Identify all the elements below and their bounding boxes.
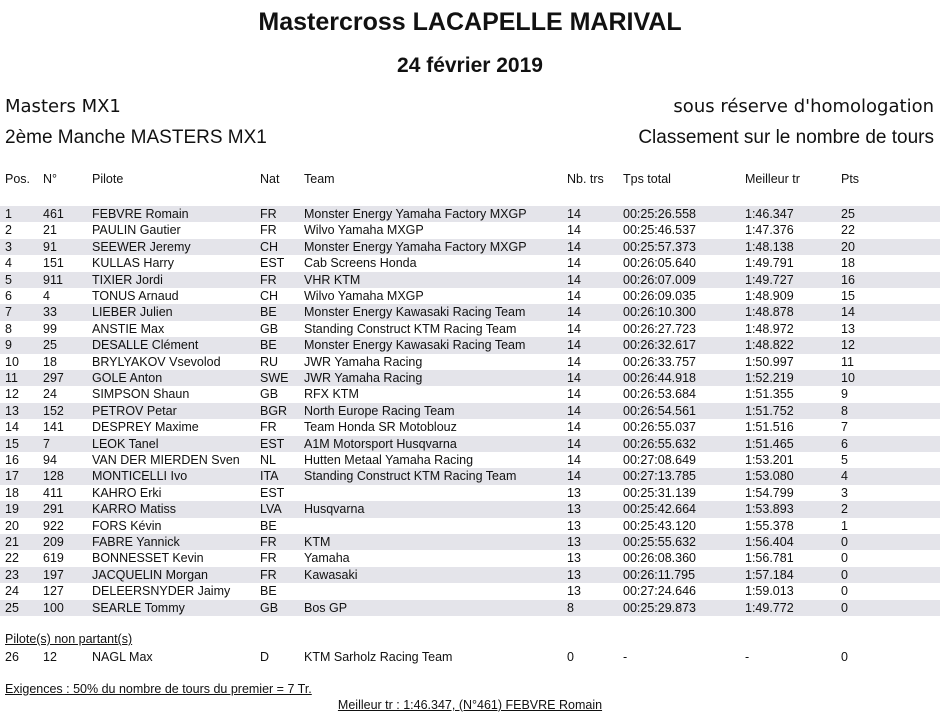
cell-nat: BE: [260, 518, 277, 533]
cell-pos: 17: [5, 469, 19, 484]
cell-points: 18: [841, 256, 855, 271]
cell-team: JWR Yamaha Racing: [304, 371, 423, 385]
table-row: [0, 649, 940, 665]
cell-pilote: PETROV Petar: [92, 403, 177, 418]
cell-nat: FR: [260, 535, 277, 549]
cell-points: 0: [841, 584, 848, 599]
cell-nat: D: [260, 650, 270, 664]
cell-number: 619: [43, 551, 64, 566]
cell-laps: 14: [567, 469, 581, 484]
cell-nat: GB: [260, 600, 279, 615]
cell-nat: FR: [260, 272, 277, 287]
cell-points: 6: [841, 436, 848, 451]
cell-pos: 20: [5, 518, 19, 533]
cell-laps: 14: [567, 223, 581, 238]
cell-team: Standing Construct KTM Racing Team: [304, 321, 517, 336]
cell-pos: 1: [5, 207, 12, 221]
cell-pilote: MONTICELLI Ivo: [92, 469, 188, 484]
cell-pilote: DELEERSNYDER Jaimy: [92, 584, 231, 599]
cell-team: A1M Motorsport Husqvarna: [304, 436, 457, 451]
cell-pos: 6: [5, 289, 12, 303]
cell-number: 152: [43, 403, 64, 418]
cell-laps: 14: [567, 354, 581, 369]
cell-total-time: 00:27:13.785: [623, 469, 696, 484]
cell-nat: FR: [260, 420, 277, 435]
cell-nat: CH: [260, 289, 279, 303]
cell-best-lap: 1:50.997: [745, 354, 794, 369]
table-row: [0, 288, 940, 304]
cell-total-time: 00:26:55.632: [623, 436, 696, 451]
cell-pilote: SEARLE Tommy: [92, 600, 185, 615]
cell-laps: 13: [567, 584, 581, 599]
cell-total-time: 00:25:31.139: [623, 485, 696, 500]
cell-total-time: 00:25:55.632: [623, 535, 696, 549]
col-total-time: Tps total: [623, 172, 671, 186]
cell-points: 0: [841, 551, 848, 566]
cell-laps: 14: [567, 453, 581, 467]
cell-laps: 14: [567, 321, 581, 336]
cell-best-lap: 1:56.404: [745, 535, 794, 549]
cell-points: 12: [841, 338, 855, 353]
cell-points: 25: [841, 207, 855, 221]
cell-laps: 14: [567, 272, 581, 287]
table-row: [0, 501, 940, 517]
cell-points: 22: [841, 223, 855, 238]
cell-laps: 13: [567, 551, 581, 566]
cell-pilote: SEEWER Jeremy: [92, 239, 191, 254]
cell-best-lap: 1:53.080: [745, 469, 794, 484]
cell-total-time: 00:26:10.300: [623, 305, 696, 320]
cell-team: Wilvo Yamaha MXGP: [304, 223, 424, 238]
cell-total-time: 00:26:08.360: [623, 551, 696, 566]
cell-best-lap: 1:59.013: [745, 584, 794, 599]
cell-best-lap: 1:49.772: [745, 600, 794, 615]
cell-best-lap: 1:47.376: [745, 223, 794, 238]
cell-team: JWR Yamaha Racing: [304, 354, 423, 369]
cell-laps: 14: [567, 371, 581, 385]
cell-total-time: 00:26:05.640: [623, 256, 696, 271]
cell-laps: 8: [567, 600, 574, 615]
cell-team: VHR KTM: [304, 272, 361, 287]
cell-number: 911: [43, 272, 63, 287]
table-row: [0, 239, 940, 255]
col-nat: Nat: [260, 172, 280, 186]
cell-nat: BE: [260, 584, 277, 599]
table-row: [0, 403, 940, 419]
cell-points: 1: [841, 518, 848, 533]
col-team: Team: [304, 172, 335, 186]
cell-nat: SWE: [260, 371, 289, 385]
cell-number: 291: [43, 502, 64, 517]
cell-pilote: FORS Kévin: [92, 518, 162, 533]
col-best-lap: Meilleur tr: [745, 172, 800, 186]
cell-pos: 11: [5, 371, 18, 385]
cell-pos: 26: [5, 650, 19, 664]
cell-points: 16: [841, 272, 855, 287]
cell-total-time: 00:25:42.664: [623, 502, 696, 517]
cell-number: 91: [43, 239, 57, 254]
event-title: Mastercross LACAPELLE MARIVAL: [258, 8, 682, 36]
cell-pilote: LEOK Tanel: [92, 436, 159, 451]
cell-pilote: TIXIER Jordi: [92, 272, 163, 287]
cell-laps: 0: [567, 650, 574, 664]
cell-number: 461: [43, 207, 64, 221]
cell-laps: 14: [567, 207, 581, 221]
category-label: Masters MX1: [5, 96, 121, 117]
cell-points: 9: [841, 387, 848, 402]
col-laps: Nb. trs: [567, 172, 604, 186]
cell-points: 0: [841, 650, 848, 664]
cell-pilote: NAGL Max: [92, 650, 153, 664]
cell-pilote: FABRE Yannick: [92, 535, 180, 549]
cell-points: 14: [841, 305, 855, 320]
cell-points: 8: [841, 403, 848, 418]
cell-best-lap: 1:51.465: [745, 436, 794, 451]
cell-number: 127: [43, 584, 64, 599]
cell-nat: FR: [260, 567, 277, 582]
cell-total-time: -: [623, 650, 628, 664]
cell-team: Monster Energy Yamaha Factory MXGP: [304, 239, 527, 254]
cell-best-lap: 1:51.752: [745, 403, 794, 418]
cell-points: 0: [841, 600, 848, 615]
cell-total-time: 00:27:08.649: [623, 453, 696, 467]
cell-pilote: SIMPSON Shaun: [92, 387, 190, 402]
table-row: [0, 304, 940, 320]
cell-team: North Europe Racing Team: [304, 403, 455, 418]
cell-points: 5: [841, 453, 848, 467]
cell-pos: 24: [5, 584, 19, 599]
cell-number: 922: [43, 518, 64, 533]
cell-number: 100: [43, 600, 64, 615]
cell-nat: BE: [260, 305, 277, 320]
cell-pos: 7: [5, 305, 12, 320]
cell-pos: 8: [5, 321, 12, 336]
cell-nat: FR: [260, 223, 277, 238]
cell-total-time: 00:25:26.558: [623, 207, 696, 221]
table-row: [0, 386, 940, 402]
col-number: N°: [43, 172, 58, 186]
table-row: [0, 337, 940, 353]
col-pilote: Pilote: [92, 172, 124, 186]
cell-team: Hutten Metaal Yamaha Racing: [304, 453, 474, 467]
cell-number: 33: [43, 305, 57, 320]
table-row: [0, 370, 940, 386]
cell-points: 3: [841, 485, 848, 500]
cell-pilote: DESALLE Clément: [92, 338, 199, 353]
cell-best-lap: 1:49.791: [745, 256, 794, 271]
cell-team: KTM: [304, 535, 331, 549]
cell-team: Monster Energy Kawasaki Racing Team: [304, 338, 526, 353]
table-row: [0, 583, 940, 599]
cell-laps: 14: [567, 338, 581, 353]
table-row: [0, 567, 940, 583]
cell-best-lap: 1:56.781: [745, 551, 794, 566]
table-header: [0, 172, 940, 190]
cell-pilote: JACQUELIN Morgan: [92, 567, 209, 582]
cell-total-time: 00:26:11.795: [623, 567, 696, 582]
cell-pos: 15: [5, 436, 19, 451]
table-row: [0, 485, 940, 501]
cell-pos: 10: [5, 354, 19, 369]
cell-nat: CH: [260, 239, 279, 254]
cell-pilote: PAULIN Gautier: [92, 223, 181, 238]
table-row: [0, 321, 940, 337]
cell-nat: BE: [260, 338, 277, 353]
cell-nat: ITA: [260, 469, 279, 484]
cell-pilote: LIEBER Julien: [92, 305, 173, 320]
homologation-note: sous réserve d'homologation: [673, 96, 934, 117]
cell-best-lap: 1:46.347: [745, 207, 794, 221]
cell-nat: EST: [260, 485, 285, 500]
cell-pos: 13: [5, 403, 19, 418]
cell-pos: 9: [5, 338, 12, 353]
cell-pilote: TONUS Arnaud: [92, 289, 179, 303]
cell-number: 94: [43, 453, 57, 467]
cell-points: 2: [841, 502, 848, 517]
cell-best-lap: 1:51.516: [745, 420, 794, 435]
cell-team: Husqvarna: [304, 502, 365, 517]
cell-pos: 4: [5, 256, 12, 271]
cell-pos: 23: [5, 567, 19, 582]
cell-points: 13: [841, 321, 855, 336]
table-row: [0, 600, 940, 616]
cell-pos: 16: [5, 453, 19, 467]
cell-pos: 21: [5, 535, 19, 549]
cell-total-time: 00:26:53.684: [623, 387, 696, 402]
cell-pos: 18: [5, 485, 19, 500]
cell-pilote: BONNESSET Kevin: [92, 551, 204, 566]
cell-total-time: 00:25:29.873: [623, 600, 696, 615]
cell-laps: 13: [567, 567, 581, 582]
cell-number: 24: [43, 387, 57, 402]
cell-number: 25: [43, 338, 57, 353]
table-row: [0, 452, 940, 468]
cell-nat: EST: [260, 256, 285, 271]
cell-number: 151: [43, 256, 64, 271]
cell-laps: 14: [567, 256, 581, 271]
cell-nat: LVA: [260, 502, 282, 517]
cell-number: 18: [43, 354, 57, 369]
cell-nat: FR: [260, 207, 277, 221]
table-row: [0, 436, 940, 452]
cell-number: 411: [43, 485, 63, 500]
cell-points: 11: [841, 354, 854, 369]
cell-nat: GB: [260, 387, 279, 402]
cell-team: Monster Energy Kawasaki Racing Team: [304, 305, 526, 320]
cell-pos: 3: [5, 239, 12, 254]
table-row: [0, 419, 940, 435]
table-row: [0, 206, 940, 222]
race-name: 2ème Manche MASTERS MX1: [5, 127, 267, 148]
cell-laps: 14: [567, 305, 581, 320]
cell-points: 7: [841, 420, 848, 435]
cell-team: KTM Sarholz Racing Team: [304, 650, 453, 664]
cell-number: 21: [43, 223, 57, 238]
cell-best-lap: 1:48.972: [745, 321, 794, 336]
cell-team: Yamaha: [304, 551, 350, 566]
cell-total-time: 00:26:32.617: [623, 338, 696, 353]
cell-total-time: 00:26:55.037: [623, 420, 696, 435]
cell-pos: 14: [5, 420, 19, 435]
cell-points: 15: [841, 289, 855, 303]
cell-nat: GB: [260, 321, 279, 336]
cell-laps: 14: [567, 436, 581, 451]
dns-label: Pilote(s) non partant(s): [5, 632, 133, 646]
cell-best-lap: -: [745, 650, 750, 664]
table-row: [0, 534, 940, 550]
table-row: [0, 255, 940, 271]
cell-laps: 14: [567, 387, 581, 402]
cell-nat: EST: [260, 436, 285, 451]
cell-number: 209: [43, 535, 64, 549]
cell-team: RFX KTM: [304, 387, 359, 402]
cell-pilote: KULLAS Harry: [92, 256, 174, 271]
cell-best-lap: 1:51.355: [745, 387, 794, 402]
cell-total-time: 00:26:54.561: [623, 403, 696, 418]
cell-number: 197: [43, 567, 64, 582]
cell-best-lap: 1:48.909: [745, 289, 794, 303]
cell-points: 0: [841, 567, 848, 582]
cell-best-lap: 1:52.219: [745, 371, 794, 385]
cell-laps: 14: [567, 403, 581, 418]
cell-total-time: 00:26:27.723: [623, 321, 696, 336]
table-row: [0, 468, 940, 484]
cell-best-lap: 1:57.184: [745, 567, 794, 582]
cell-number: 297: [43, 371, 64, 385]
cell-best-lap: 1:48.822: [745, 338, 794, 353]
cell-best-lap: 1:53.893: [745, 502, 794, 517]
cell-best-lap: 1:54.799: [745, 485, 794, 500]
cell-pilote: ANSTIE Max: [92, 321, 165, 336]
table-row: [0, 272, 940, 288]
table-row: [0, 550, 940, 566]
cell-team: Cab Screens Honda: [304, 256, 417, 271]
cell-total-time: 00:26:33.757: [623, 354, 696, 369]
cell-laps: 13: [567, 518, 581, 533]
cell-pos: 12: [5, 387, 19, 402]
cell-pilote: FEBVRE Romain: [92, 207, 189, 221]
cell-number: 4: [43, 289, 50, 303]
cell-total-time: 00:26:07.009: [623, 272, 696, 287]
cell-nat: BGR: [260, 403, 288, 418]
cell-number: 99: [43, 321, 57, 336]
cell-pilote: KAHRO Erki: [92, 485, 162, 500]
cell-number: 141: [43, 420, 64, 435]
cell-best-lap: 1:48.138: [745, 239, 794, 254]
cell-points: 10: [841, 371, 855, 385]
cell-laps: 14: [567, 239, 581, 254]
cell-team: Bos GP: [304, 600, 348, 615]
cell-total-time: 00:26:09.035: [623, 289, 696, 303]
cell-pos: 22: [5, 551, 19, 566]
best-lap-note: Meilleur tr : 1:46.347, (N°461) FEBVRE Romain: [337, 698, 603, 712]
cell-best-lap: 1:48.878: [745, 305, 794, 320]
cell-total-time: 00:25:46.537: [623, 223, 696, 238]
cell-pilote: KARRO Matiss: [92, 502, 177, 517]
cell-total-time: 00:27:24.646: [623, 584, 696, 599]
col-pos: Pos.: [5, 172, 31, 186]
cell-laps: 13: [567, 502, 581, 517]
cell-nat: NL: [260, 453, 276, 467]
cell-points: 4: [841, 469, 848, 484]
cell-points: 0: [841, 535, 848, 549]
cell-pilote: GOLE Anton: [92, 371, 163, 385]
cell-number: 7: [43, 436, 50, 451]
requirements-note: Exigences : 50% du nombre de tours du premier = 7 Tr.: [5, 682, 312, 696]
cell-nat: FR: [260, 551, 277, 566]
cell-total-time: 00:25:57.373: [623, 239, 696, 254]
ranking-basis: Classement sur le nombre de tours: [638, 127, 934, 148]
cell-number: 128: [43, 469, 64, 484]
cell-pilote: VAN DER MIERDEN Sven: [92, 453, 240, 467]
table-row: [0, 222, 940, 238]
cell-laps: 13: [567, 535, 581, 549]
col-points: Pts: [841, 172, 860, 186]
cell-pilote: DESPREY Maxime: [92, 420, 199, 435]
cell-total-time: 00:25:43.120: [623, 518, 696, 533]
cell-number: 12: [43, 650, 57, 664]
cell-nat: RU: [260, 354, 279, 369]
cell-pos: 25: [5, 600, 19, 615]
cell-laps: 13: [567, 485, 581, 500]
cell-team: Team Honda SR Motoblouz: [304, 420, 457, 435]
cell-best-lap: 1:49.727: [745, 272, 794, 287]
event-date: 24 février 2019: [397, 54, 543, 77]
cell-pos: 19: [5, 502, 19, 517]
cell-pos: 2: [5, 223, 12, 238]
cell-total-time: 00:26:44.918: [623, 371, 696, 385]
cell-team: Kawasaki: [304, 567, 358, 582]
cell-team: Monster Energy Yamaha Factory MXGP: [304, 207, 527, 221]
cell-points: 20: [841, 239, 855, 254]
cell-pilote: BRYLYAKOV Vsevolod: [92, 354, 221, 369]
cell-best-lap: 1:55.378: [745, 518, 794, 533]
cell-best-lap: 1:53.201: [745, 453, 794, 467]
table-row: [0, 354, 940, 370]
table-row: [0, 518, 940, 534]
cell-team: Standing Construct KTM Racing Team: [304, 469, 517, 484]
cell-laps: 14: [567, 289, 581, 303]
cell-team: Wilvo Yamaha MXGP: [304, 289, 424, 303]
cell-laps: 14: [567, 420, 581, 435]
cell-pos: 5: [5, 272, 12, 287]
